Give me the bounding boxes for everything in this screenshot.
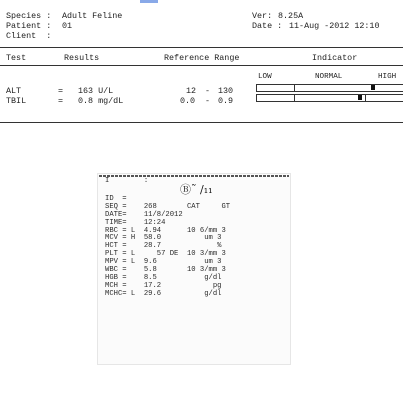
indicator-bar bbox=[256, 84, 403, 92]
date-label: Date : bbox=[252, 21, 283, 31]
receipt-line: WBC = 5.8 10 3/mm 3 bbox=[105, 266, 226, 274]
date-value: 11-Aug -2012 12:10 bbox=[289, 21, 380, 31]
species-label: Species : bbox=[6, 11, 52, 21]
indicator-low-tick bbox=[294, 95, 295, 101]
patient-value: 01 bbox=[62, 21, 73, 31]
version-value: 8.25A bbox=[278, 11, 304, 21]
receipt-line: PLT = L 57 DE 10 3/mm 3 bbox=[105, 250, 226, 259]
receipt-line: TIME= 12:24 bbox=[105, 218, 166, 227]
indicator-high-tick bbox=[365, 95, 366, 101]
receipt-line: MPV = L 9.6 um 3 bbox=[105, 258, 222, 267]
indicator-low-label: LOW bbox=[258, 73, 272, 81]
row-ref-dash: - bbox=[205, 86, 211, 96]
row-test-name: ALT bbox=[6, 86, 22, 96]
table-top-rule bbox=[0, 47, 403, 48]
receipt-line: MCHC= L 29.6 g/dl bbox=[105, 289, 222, 298]
row-ref-dash: - bbox=[205, 96, 211, 106]
row-result: 0.8 mg/dL bbox=[78, 96, 124, 106]
receipt-line: HCT = 28.7 % bbox=[105, 242, 222, 251]
row-equals: = bbox=[58, 86, 64, 96]
column-reference-range: Reference Range bbox=[164, 53, 240, 63]
indicator-high-label: HIGH bbox=[378, 73, 397, 81]
receipt-line: HGB = 8.5 g/dl bbox=[105, 273, 222, 282]
indicator-bar bbox=[256, 94, 403, 102]
receipt-line: MCV = H 58.0 um 3 bbox=[105, 234, 222, 243]
indicator-low-tick bbox=[294, 85, 295, 91]
top-scan-mark bbox=[140, 0, 158, 3]
row-result: 163 U/L bbox=[78, 86, 114, 96]
column-results: Results bbox=[64, 53, 100, 63]
client-label: Client : bbox=[6, 31, 52, 41]
row-ref-high: 130 bbox=[218, 86, 234, 96]
indicator-marker bbox=[371, 85, 375, 90]
indicator-marker bbox=[358, 95, 362, 100]
table-bottom-rule bbox=[0, 122, 403, 123]
version-label: Ver: bbox=[252, 11, 273, 21]
table-header-rule bbox=[0, 65, 403, 66]
row-ref-low: 0.0 bbox=[180, 96, 196, 106]
row-ref-low: 12 bbox=[186, 86, 197, 96]
receipt-line: SEQ = 268 CAT GT bbox=[105, 202, 231, 211]
indicator-normal-label: NORMAL bbox=[315, 73, 343, 81]
handwritten-note: Ⓑ˜ /₁₁ bbox=[180, 183, 213, 196]
receipt-line: MCH = 17.2 pg bbox=[105, 281, 222, 290]
receipt-line: DATE= 11/8/2012 bbox=[105, 210, 183, 219]
row-test-name: TBIL bbox=[6, 96, 27, 106]
receipt-line: RBC = L 4.94 10 6/mm 3 bbox=[105, 226, 226, 235]
species-value: Adult Feline bbox=[62, 11, 123, 21]
patient-label: Patient : bbox=[6, 21, 52, 31]
receipt-line: ID = bbox=[105, 194, 127, 203]
row-equals: = bbox=[58, 96, 64, 106]
row-ref-high: 0.9 bbox=[218, 96, 234, 106]
column-indicator: Indicator bbox=[312, 53, 358, 63]
column-test: Test bbox=[6, 53, 27, 63]
receipt-line: I : bbox=[105, 177, 149, 185]
